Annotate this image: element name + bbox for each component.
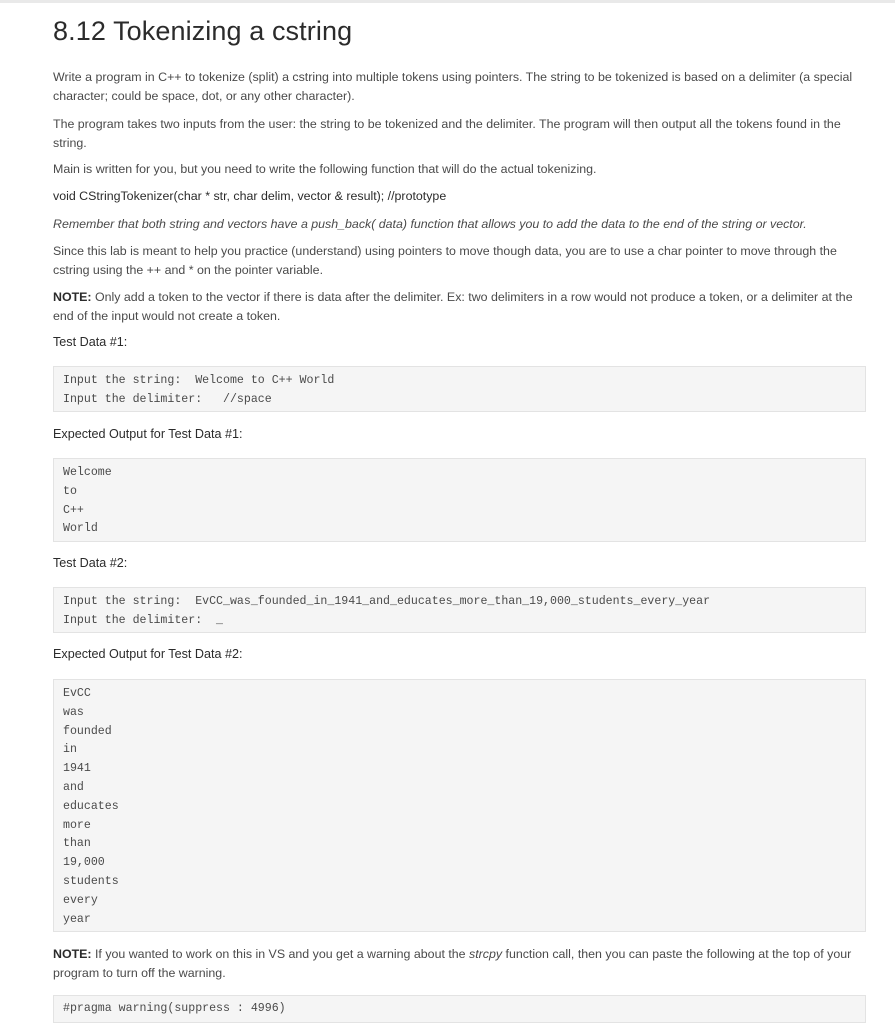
output-line: educates [63,799,119,813]
pragma-code-block [53,995,866,1023]
code-line: Input the delimiter: _ [63,613,224,627]
output-line: Welcome [63,466,112,479]
note-strcpy-paragraph [53,945,868,982]
output-line: year [63,912,91,926]
output-line: was [63,705,84,719]
test2-label: Test Data #2: [53,556,128,570]
test1-input-block [53,366,866,412]
output-line: C++ [63,503,84,517]
page-title: 8.12 Tokenizing a cstring [53,16,353,46]
test1-output-block [53,458,866,542]
output-line: to [63,484,77,498]
top-border [0,0,895,3]
output-line: and [63,780,84,794]
note-text: function call, then you can paste the following at the top of your program to turn off the warning. [53,947,852,980]
output-line: 1941 [63,762,91,776]
inputs-paragraph: The program takes two inputs from the user: the string to be tokenized and the delimiter. The program will then output all the tokens found in the string. [53,117,841,150]
prototype-line: void CStringTokenizer(char * str, char delim, vector & result); //prototype [53,189,447,203]
output-line: students [63,874,119,888]
intro-paragraph: Write a program in C++ to tokenize (split) a cstring into multiple tokens using pointers. The string to be tokenized is based on a delimiter (a special character; could be space, dot, or any other character). [53,70,853,103]
note-label: NOTE: [53,290,92,304]
main-paragraph: Main is written for you, but you need to write the following function that will do the actual tokenizing. [53,162,597,176]
test1-output-label: Expected Output for Test Data #1: [53,427,243,441]
output-line: 19,000 [63,856,105,870]
code-line: Input the string: EvCC_was_founded_in_1941_and_educates_more_than_19,000_students_every_year [63,595,711,608]
test2-input-block [53,587,866,633]
output-line: founded [63,724,112,738]
code-line: Input the string: Welcome to C++ World [63,374,335,387]
test2-output-block [53,679,866,932]
note-text: If you wanted to work on this in VS and you get a warning about the [91,947,470,961]
output-line: every [63,893,98,907]
output-line: more [63,818,91,832]
output-line: than [63,837,91,851]
pointers-paragraph: Since this lab is meant to help you practice (understand) using pointers to move though data, you are to use a char pointer to move through the cstring using the ++ and * on the pointer variable. [53,244,837,277]
remember-paragraph: Remember that both string and vectors have a push_back( data) function that allows you to add the data to the end of the string or vector. [53,217,807,231]
strcpy-function-name: strcpy [469,947,503,961]
output-line: World [63,522,98,536]
note-delimiter-paragraph [53,288,868,325]
code-line: #pragma warning(suppress : 4996) [63,1002,286,1015]
code-line: Input the delimiter: //space [63,392,272,406]
note-text: Only add a token to the vector if there is data after the delimiter. Ex: two delimiters in a row would not produce a token, or a delimiter at the end of the input would not create a token. [53,290,853,323]
test2-output-label: Expected Output for Test Data #2: [53,647,243,661]
output-line: EvCC [63,687,91,700]
output-line: in [63,743,77,757]
test1-label: Test Data #1: [53,335,128,349]
note-label: NOTE: [53,947,92,961]
